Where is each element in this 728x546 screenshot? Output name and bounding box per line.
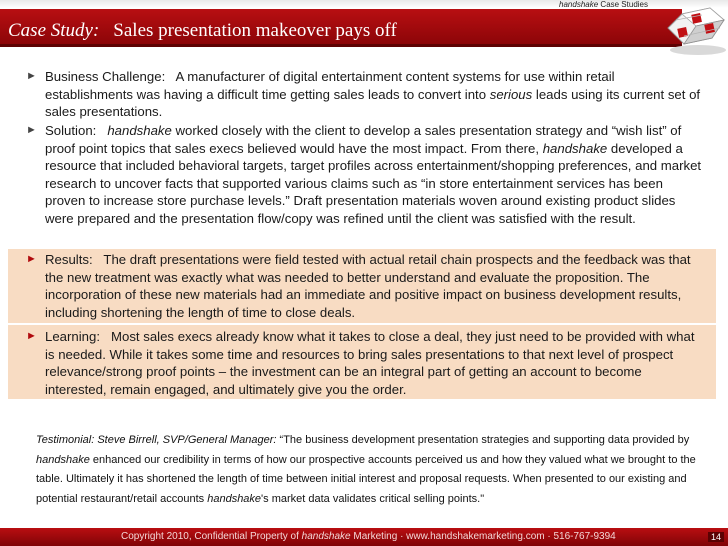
bullet-business-challenge bbox=[8, 68, 716, 122]
testimonial-text-1: “The business development presentation strategies and supporting data provided by bbox=[276, 434, 690, 446]
learning-label: Learning: bbox=[45, 329, 100, 344]
testimonial-brand-2: handshake bbox=[207, 492, 262, 505]
bullet-learning bbox=[8, 323, 716, 399]
testimonial-text-2: enhanced our credibility in terms of how our prospective accounts perceived us and how they valued what we brought to the table. Ultimately it has shortened the length of time between initial interest and proposal requests. When presented to our existing and potential restaurant/retail accounts bbox=[36, 453, 696, 505]
case-study-bullets bbox=[8, 68, 716, 399]
solution-brand-2: handshake bbox=[542, 140, 608, 156]
brand-suffix: Case Studies bbox=[598, 0, 648, 9]
results-text: The draft presentations were field tested with actual retail chain prospects and the feedback was that the new treatment was exactly what was needed to better understand and evaluate the proposition. The incorporation of these new materials had an immediate and positive impact on business development results, including shortening the length of time to close deals. bbox=[45, 252, 691, 320]
challenge-label: Business Challenge: bbox=[45, 69, 166, 84]
copyright-text-2: Marketing · www.handshakemarketing.com · 516-767-9394 bbox=[350, 531, 616, 542]
title-bar bbox=[0, 9, 682, 47]
brand-name: handshake bbox=[559, 0, 599, 9]
brand-caption bbox=[559, 0, 648, 9]
bullet-arrow-icon: ► bbox=[26, 330, 37, 342]
testimonial-text-3: 's market data validates critical selling points." bbox=[261, 492, 485, 505]
solution-text-1: worked closely with the client to develop a sales presentation strategy and “wish list” of proof point topics that sales execs believed would have the most impact. From there, bbox=[45, 123, 682, 156]
challenge-text-2: leads using its current set of sales presentations. bbox=[45, 86, 701, 120]
bullet-solution bbox=[8, 122, 716, 249]
footer-bar bbox=[0, 528, 728, 546]
page-number: 14 bbox=[708, 532, 724, 542]
bullet-arrow-icon: ► bbox=[26, 253, 37, 265]
bullet-arrow-icon: ► bbox=[26, 70, 37, 82]
testimonial bbox=[36, 431, 696, 509]
testimonial-attribution: Testimonial: Steve Birrell, SVP/General Manager: bbox=[36, 434, 277, 446]
testimonial-brand: handshake bbox=[36, 453, 90, 466]
solution-text-2: developed a resource that included behavioral targets, target profiles across entertainment/shopping preferences, and market research to uncover facts that supported various claims such as “in store entertainment services has been proven to increase store purchase levels.” Draft presentation materials woven around existing product slides were prepared and the presentation flow/copy was refined until the client was satisfied with the result. bbox=[45, 140, 702, 226]
copyright-text-1: Copyright 2010, Confidential Property of bbox=[121, 531, 302, 542]
learning-text: Most sales execs already know what it takes to close a deal, they just need to be provided with what is needed. While it takes some time and resources to bring sales presentations to that next level of prospect relevance/strong proof points – the investment can be an integral part of getting an account to become interested, remain engaged, and ultimately give you the order. bbox=[45, 329, 695, 397]
solution-brand: handshake bbox=[107, 123, 172, 138]
challenge-emphasis: serious bbox=[489, 86, 533, 102]
solution-label: Solution: bbox=[45, 123, 97, 138]
bullet-arrow-icon: ► bbox=[26, 124, 37, 136]
handshake-logo-icon bbox=[662, 0, 728, 56]
challenge-text-1: A manufacturer of digital entertainment content systems for use within retail establishments was having a difficult time getting sales leads to convert into bbox=[45, 69, 615, 102]
title-text: Sales presentation makeover pays off bbox=[113, 20, 397, 41]
copyright-notice bbox=[121, 531, 616, 542]
bullet-results bbox=[8, 249, 716, 323]
copyright-brand: handshake bbox=[301, 531, 351, 542]
page-title bbox=[8, 20, 397, 42]
results-label: Results: bbox=[45, 252, 93, 267]
title-label: Case Study: bbox=[8, 20, 100, 41]
